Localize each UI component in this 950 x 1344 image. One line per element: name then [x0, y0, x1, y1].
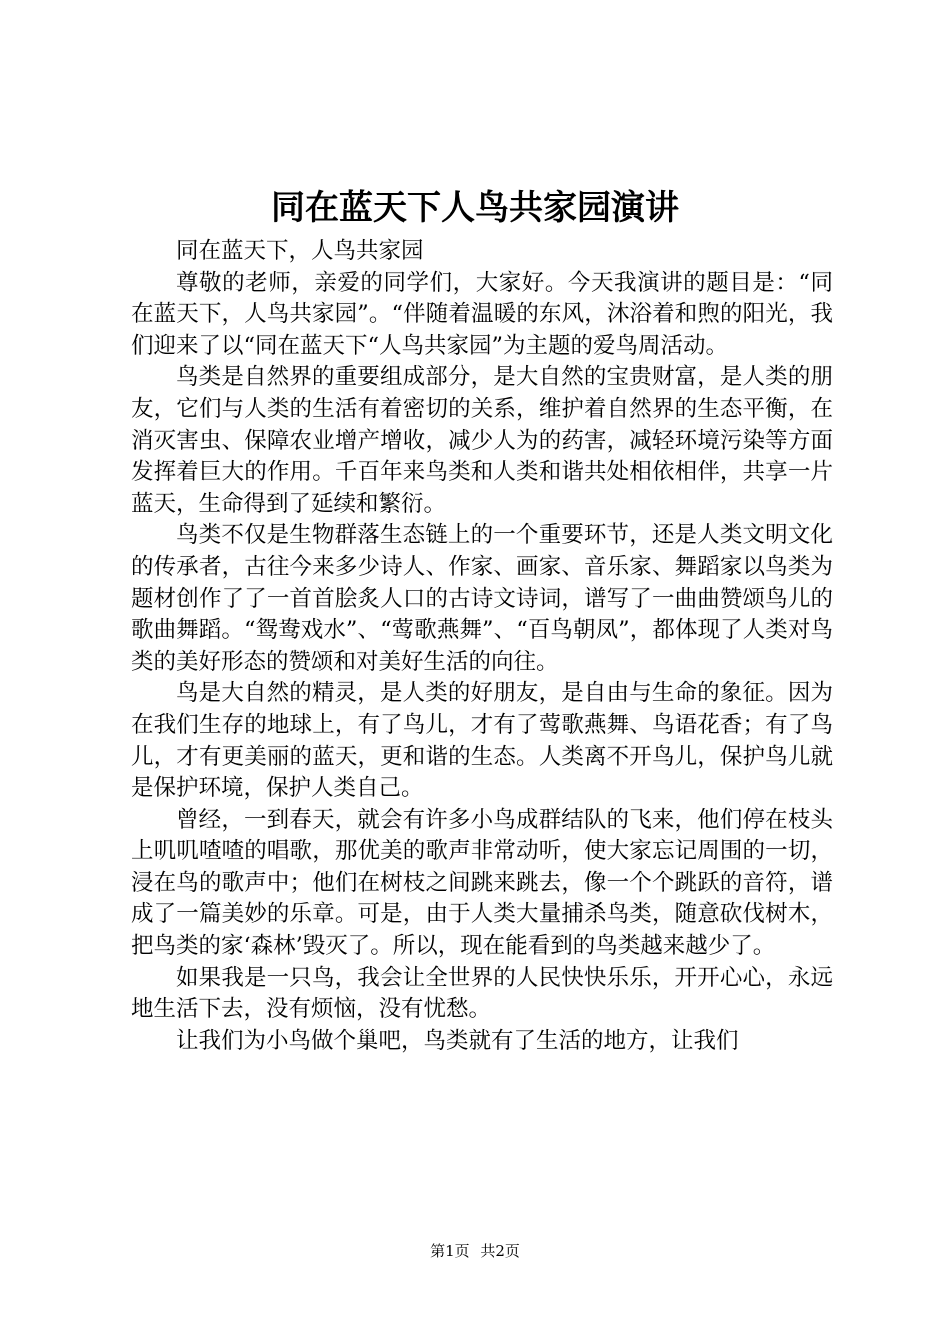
paragraph: 让我们为小鸟做个巢吧，鸟类就有了生活的地方，让我们 — [176, 1027, 739, 1054]
paragraph: 如果我是一只鸟，我会让全世界的人民快快乐乐，开开心心，永远地生活下去，没有烦恼，没有忧愁。 — [131, 964, 833, 1023]
paragraph: 同在蓝天下，人鸟共家园 — [176, 238, 424, 264]
page-total: 共2页 — [480, 1242, 520, 1260]
paragraph: 鸟类是自然界的重要组成部分，是大自然的宝贵财富，是人类的朋友，它们与人类的生活有着密切的关系，维护着自然界的生态平衡，在消灭害虫、保障农业增产增收，减少人为的药害，减轻环境污染等方面发挥着巨大的作用。千百年来鸟类和人类和谐共处相依相伴，共享一片蓝天，生命得到了延续和繁衍。 — [131, 364, 833, 517]
paragraph: 尊敬的老师，亲爱的同学们，大家好。今天我演讲的题目是：“同在蓝天下，人鸟共家园”。“伴随着温暖的东风，沐浴着和煦的阳光，我们迎来了以“同在蓝天下“人鸟共家园”为主题的爱鸟周活动。 — [131, 269, 833, 359]
document-title: 同在蓝天下人鸟共家园演讲 — [271, 188, 679, 228]
document-body — [131, 236, 833, 1057]
page-number: 第1页 — [430, 1242, 470, 1260]
paragraph: 鸟是大自然的精灵，是人类的好朋友，是自由与生命的象征。因为在我们生存的地球上，有了鸟儿，才有了莺歌燕舞、鸟语花香；有了鸟儿，才有更美丽的蓝天，更和谐的生态。人类离不开鸟儿，保护鸟儿就是保护环境，保护人类自己。 — [131, 680, 833, 802]
paragraph: 鸟类不仅是生物群落生态链上的一个重要环节，还是人类文明文化的传承者，古往今来多少诗人、作家、画家、音乐家、舞蹈家以鸟类为题材创作了了一首首脍炙人口的古诗文诗词，谱写了一曲曲赞颂鸟儿的歌曲舞蹈。“鸳鸯戏水”、“莺歌燕舞”、“百鸟朝凤”，都体现了人类对鸟类的美好形态的赞颂和对美好生活的向往。 — [131, 522, 833, 675]
paragraph: 曾经，一到春天，就会有许多小鸟成群结队的飞来，他们停在枝头上叽叽喳喳的唱歌，那优美的歌声非常动听，使大家忘记周围的一切，浸在鸟的歌声中；他们在树枝之间跳来跳去，像一个个跳跃的音符，谱成了一篇美妙的乐章。可是，由于人类大量捕杀鸟类，随意砍伐树木，把鸟类的家‘森林’毁灭了。所以，现在能看到的鸟类越来越少了。 — [131, 806, 833, 960]
page-footer — [0, 1240, 950, 1261]
